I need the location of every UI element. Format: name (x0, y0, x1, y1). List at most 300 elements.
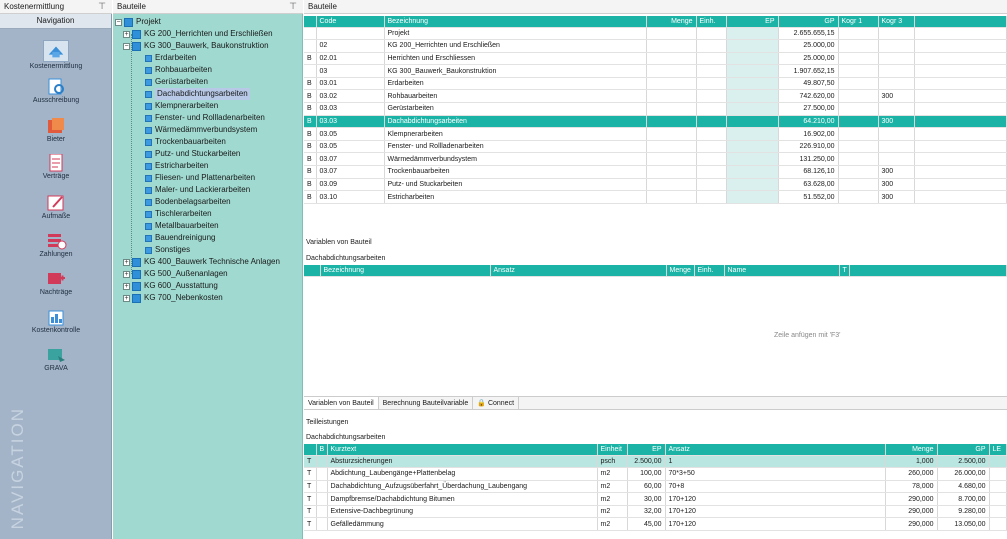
tree-node-child[interactable]: Bauendreinigung (145, 232, 216, 244)
table-cell[interactable]: m2 (597, 468, 627, 481)
col-header-ansatz[interactable]: Ansatz (490, 265, 666, 276)
table-cell[interactable]: 02.01 (316, 52, 384, 65)
table-cell[interactable] (878, 77, 914, 90)
col-header-t[interactable]: T (839, 265, 849, 276)
folder-icon (132, 282, 141, 291)
table-cell[interactable]: Abdichtung_Laubengänge+Plattenbelag (327, 468, 597, 481)
table-cell[interactable] (878, 153, 914, 166)
col-header-einheit[interactable]: Einh. (694, 265, 724, 276)
table-cell[interactable]: 32,00 (627, 505, 665, 518)
table-cell[interactable]: 03.03 (316, 115, 384, 128)
col-header-kurztext[interactable]: Kurztext (327, 444, 597, 455)
tree-node-child[interactable]: Putz- und Stuckarbeiten (145, 148, 240, 160)
nav-item-ausschreibung[interactable] (0, 78, 112, 104)
table-cell[interactable]: m2 (597, 480, 627, 493)
table-cell[interactable]: 03.01 (316, 77, 384, 90)
table-cell-filler (914, 103, 1007, 116)
table-cell[interactable] (696, 191, 726, 204)
table-cell[interactable]: 45,00 (627, 518, 665, 531)
table-cell[interactable] (726, 191, 778, 204)
table-row[interactable] (304, 468, 1007, 481)
tree-node-child[interactable]: Maler- und Lackierarbeiten (145, 184, 250, 196)
col-header-menge[interactable]: Menge (666, 265, 694, 276)
table-row[interactable] (304, 27, 1007, 40)
tree-node-child[interactable]: Gerüstarbeiten (145, 76, 208, 88)
table-cell[interactable] (878, 52, 914, 65)
table-cell[interactable]: 260,000 (885, 468, 937, 481)
table-cell[interactable] (838, 166, 878, 179)
table-cell[interactable]: 03.07 (316, 153, 384, 166)
table-cell[interactable]: 03 (316, 65, 384, 78)
expand-icon[interactable]: + (124, 30, 129, 38)
table-cell[interactable] (726, 77, 778, 90)
table-cell[interactable] (726, 103, 778, 116)
folder-icon (132, 30, 141, 39)
table-cell[interactable]: T (304, 505, 316, 518)
table-cell[interactable]: 16.902,00 (778, 128, 838, 141)
table-cell[interactable]: KG 300_Bauwerk_Baukonstruktion (384, 65, 646, 78)
table-cell[interactable]: 4.680,00 (937, 480, 989, 493)
cost-control-icon (45, 308, 67, 326)
table-cell[interactable] (989, 518, 1007, 531)
table-cell[interactable]: 27.500,00 (778, 103, 838, 116)
bauteil-icon (145, 91, 152, 98)
bauteile-tree (113, 14, 303, 539)
tree-node-projekt[interactable]: − Projekt (116, 17, 161, 26)
table-cell[interactable] (646, 77, 696, 90)
table-cell[interactable]: 170+120 (665, 505, 885, 518)
nav-item-bieter[interactable] (0, 117, 112, 143)
col-header-gp[interactable]: GP (937, 444, 989, 455)
tree-node-child-selected[interactable]: Dachabdichtungsarbeiten (145, 88, 250, 100)
table-row[interactable] (304, 65, 1007, 78)
table-cell[interactable] (316, 518, 327, 531)
nav-panel-title: Kostenermittlung (4, 2, 65, 11)
expand-icon[interactable]: + (124, 294, 129, 302)
table-cell[interactable]: 290,000 (885, 493, 937, 506)
table-cell[interactable]: 300 (878, 90, 914, 103)
table-cell[interactable] (838, 65, 878, 78)
nav-item-kostenkontrolle[interactable] (0, 308, 112, 334)
table-cell[interactable]: B (304, 103, 316, 116)
table-cell[interactable]: 300 (878, 166, 914, 179)
table-cell[interactable]: B (304, 191, 316, 204)
teilleistungen-sub-title: Dachabdichtungsarbeiten (306, 434, 386, 441)
table-cell[interactable]: KG 200_Herrichten und Erschließen (384, 40, 646, 53)
table-cell[interactable] (696, 140, 726, 153)
table-cell[interactable]: 2.500,00 (627, 455, 665, 468)
table-cell[interactable] (726, 90, 778, 103)
table-cell[interactable]: 03.02 (316, 90, 384, 103)
table-cell-filler (914, 128, 1007, 141)
tab-connect[interactable] (473, 397, 519, 409)
table-cell[interactable] (696, 65, 726, 78)
table-cell[interactable] (838, 77, 878, 90)
col-header-einheit[interactable]: Einheit (597, 444, 627, 455)
table-cell[interactable]: 170+120 (665, 518, 885, 531)
table-cell[interactable] (989, 505, 1007, 518)
collapse-icon[interactable]: − (124, 42, 129, 50)
col-header-kogr1[interactable]: Kogr 1 (838, 16, 878, 27)
col-header-gp[interactable]: GP (778, 16, 838, 27)
table-cell[interactable] (646, 191, 696, 204)
table-cell[interactable] (646, 90, 696, 103)
table-row[interactable] (304, 77, 1007, 90)
table-cell[interactable]: 2.655.655,15 (778, 27, 838, 40)
table-cell[interactable] (646, 128, 696, 141)
tree-node-child[interactable]: Erdarbeiten (145, 52, 196, 64)
bauteile-header-row (304, 16, 1007, 27)
pin-icon[interactable]: ⊤ (98, 1, 106, 11)
table-row[interactable] (304, 153, 1007, 166)
table-cell[interactable]: 03.09 (316, 178, 384, 191)
table-cell[interactable]: Dachabdichtung_Aufzugsüberfahrt_Überdachung_Laubengang (327, 480, 597, 493)
table-row[interactable] (304, 52, 1007, 65)
table-cell[interactable]: Projekt (384, 27, 646, 40)
bauteil-icon (145, 115, 152, 122)
table-cell[interactable] (696, 128, 726, 141)
tab-variablen-von-bauteil[interactable]: Variablen von Bauteil (304, 397, 379, 409)
table-cell[interactable]: Absturzsicherungen (327, 455, 597, 468)
table-cell-filler (914, 40, 1007, 53)
table-cell[interactable]: 1.907.652,15 (778, 65, 838, 78)
table-cell[interactable]: B (304, 140, 316, 153)
table-cell[interactable] (696, 166, 726, 179)
table-cell[interactable]: B (304, 52, 316, 65)
empty-table-hint: Zeile anfügen mit 'F3' (774, 332, 841, 339)
table-cell[interactable] (304, 27, 316, 40)
nav-item-aufmasse[interactable] (0, 194, 112, 220)
table-cell[interactable] (646, 178, 696, 191)
table-cell[interactable] (646, 140, 696, 153)
tree-node-kg500[interactable]: + KG 500_Außenanlagen (124, 269, 228, 278)
table-cell[interactable]: Herrichten und Erschliessen (384, 52, 646, 65)
table-cell[interactable]: Gerüstarbeiten (384, 103, 646, 116)
tree-node-kg300[interactable]: − KG 300_Bauwerk, Baukonstruktion (124, 41, 269, 50)
table-cell[interactable]: 226.910,00 (778, 140, 838, 153)
table-cell[interactable]: B (304, 115, 316, 128)
table-cell[interactable] (696, 178, 726, 191)
teilleistungen-section-title: Teilleistungen (306, 419, 349, 426)
expand-icon[interactable]: + (124, 258, 129, 266)
col-header-ep[interactable]: EP (726, 16, 778, 27)
table-cell[interactable] (989, 480, 1007, 493)
table-row[interactable] (304, 90, 1007, 103)
table-row[interactable] (304, 103, 1007, 116)
table-cell[interactable] (696, 27, 726, 40)
col-header-kogr3[interactable]: Kogr 3 (878, 16, 914, 27)
tree-node-child[interactable]: Klempnerarbeiten (145, 100, 218, 112)
table-cell[interactable] (646, 166, 696, 179)
table-row[interactable] (304, 140, 1007, 153)
table-cell[interactable] (646, 40, 696, 53)
table-cell[interactable] (838, 115, 878, 128)
table-cell[interactable] (878, 140, 914, 153)
table-cell[interactable] (696, 52, 726, 65)
table-cell[interactable]: 03.03 (316, 103, 384, 116)
col-header[interactable] (304, 16, 316, 27)
table-cell[interactable]: 290,000 (885, 518, 937, 531)
table-cell[interactable]: 300 (878, 115, 914, 128)
navigation-sidebar (0, 14, 112, 539)
table-cell[interactable]: T (304, 455, 316, 468)
table-cell[interactable] (726, 153, 778, 166)
bauteil-icon (145, 67, 152, 74)
table-cell[interactable]: m2 (597, 493, 627, 506)
table-cell[interactable]: 2.500,00 (937, 455, 989, 468)
table-cell[interactable] (726, 166, 778, 179)
table-cell[interactable]: 30,00 (627, 493, 665, 506)
table-cell[interactable] (316, 505, 327, 518)
bauteil-icon (145, 79, 152, 86)
table-cell[interactable] (838, 191, 878, 204)
table-cell[interactable] (316, 480, 327, 493)
nav-item-zahlungen[interactable] (0, 232, 112, 258)
table-cell[interactable] (838, 40, 878, 53)
tree-node-kg700[interactable]: + KG 700_Nebenkosten (124, 293, 223, 302)
table-cell[interactable] (316, 468, 327, 481)
table-cell[interactable]: Gefälledämmung (327, 518, 597, 531)
table-cell[interactable] (646, 103, 696, 116)
nav-panel-header (0, 0, 112, 14)
table-row[interactable] (304, 480, 1007, 493)
table-cell[interactable]: B (304, 77, 316, 90)
table-cell[interactable] (726, 178, 778, 191)
table-cell[interactable] (726, 65, 778, 78)
table-cell[interactable] (726, 40, 778, 53)
tree-node-child[interactable]: Bodenbelagsarbeiten (145, 196, 231, 208)
tree-node-child[interactable]: Sonstiges (145, 244, 190, 256)
table-cell[interactable]: 70*3+50 (665, 468, 885, 481)
table-cell[interactable] (878, 128, 914, 141)
tree-node-kg200[interactable]: + KG 200_Herrichten und Erschließen (124, 29, 273, 38)
tree-node-child[interactable]: Tischlerarbeiten (145, 208, 212, 220)
nav-item-label: Ausschreibung (32, 97, 80, 104)
table-cell[interactable] (989, 468, 1007, 481)
nav-item-label: GRAVA (44, 365, 68, 372)
table-cell[interactable] (316, 493, 327, 506)
table-row[interactable] (304, 505, 1007, 518)
col-header[interactable] (304, 444, 316, 455)
table-cell[interactable] (646, 65, 696, 78)
tree-node-child[interactable]: Fenster- und Rollladenarbeiten (145, 112, 265, 124)
table-cell[interactable]: Wärmedämmverbundsystem (384, 153, 646, 166)
contract-icon (45, 154, 67, 172)
expand-icon[interactable]: + (124, 270, 129, 278)
table-cell[interactable] (878, 40, 914, 53)
col-header-code[interactable]: Code (316, 16, 384, 27)
table-row[interactable] (304, 455, 1007, 468)
table-cell[interactable]: 131.250,00 (778, 153, 838, 166)
table-cell[interactable] (696, 40, 726, 53)
table-cell[interactable] (878, 27, 914, 40)
table-row[interactable] (304, 191, 1007, 204)
table-row[interactable] (304, 493, 1007, 506)
table-cell[interactable]: m2 (597, 518, 627, 531)
tree-node-kg600[interactable]: + KG 600_Ausstattung (124, 281, 218, 290)
table-cell[interactable]: 03.07 (316, 166, 384, 179)
col-header-name[interactable]: Name (724, 265, 839, 276)
table-cell[interactable] (696, 153, 726, 166)
table-cell[interactable]: 25.000,00 (778, 40, 838, 53)
table-cell[interactable]: Klempnerarbeiten (384, 128, 646, 141)
col-header-ep[interactable]: EP (627, 444, 665, 455)
table-row[interactable] (304, 166, 1007, 179)
table-cell[interactable]: Erdarbeiten (384, 77, 646, 90)
table-cell[interactable] (696, 90, 726, 103)
table-cell[interactable] (838, 52, 878, 65)
table-cell[interactable]: 03.05 (316, 140, 384, 153)
table-cell[interactable]: 170+120 (665, 493, 885, 506)
nav-item-label: Kostenkontrolle (31, 327, 81, 334)
table-cell[interactable]: 60,00 (627, 480, 665, 493)
col-header-le[interactable]: LE (989, 444, 1007, 455)
table-row[interactable] (304, 178, 1007, 191)
table-cell[interactable] (316, 455, 327, 468)
table-cell[interactable] (726, 52, 778, 65)
table-cell[interactable]: T (304, 468, 316, 481)
table-cell[interactable]: Trockenbauarbeiten (384, 166, 646, 179)
tree-node-child[interactable]: Fliesen- und Plattenarbeiten (145, 172, 255, 184)
table-cell[interactable]: 63.628,00 (778, 178, 838, 191)
table-cell[interactable]: 290,000 (885, 505, 937, 518)
bauteil-icon (145, 223, 152, 230)
table-cell[interactable]: B (304, 128, 316, 141)
nav-item-label: Bieter (46, 136, 66, 143)
tree-node-child[interactable]: Metallbauarbeiten (145, 220, 219, 232)
expand-icon[interactable]: + (124, 282, 129, 290)
table-cell[interactable]: T (304, 480, 316, 493)
table-cell[interactable] (838, 103, 878, 116)
table-cell[interactable] (646, 52, 696, 65)
bauteil-icon (145, 199, 152, 206)
nav-item-kostenermittlung[interactable] (0, 40, 112, 70)
table-cell[interactable] (878, 103, 914, 116)
table-cell[interactable]: psch (597, 455, 627, 468)
table-cell[interactable] (316, 27, 384, 40)
table-row[interactable] (304, 115, 1007, 128)
bauteil-icon (145, 151, 152, 158)
nav-item-label: Verträge (42, 173, 70, 180)
tree-node-child[interactable]: Trockenbauarbeiten (145, 136, 226, 148)
table-cell[interactable]: m2 (597, 505, 627, 518)
table-cell[interactable] (304, 40, 316, 53)
table-cell[interactable] (838, 140, 878, 153)
table-cell[interactable] (696, 115, 726, 128)
tab-berechnung-bauteilvariable[interactable]: Berechnung Bauteilvariable (379, 397, 474, 409)
table-cell[interactable]: 300 (878, 191, 914, 204)
table-cell[interactable] (304, 65, 316, 78)
table-cell[interactable]: B (304, 178, 316, 191)
table-cell[interactable] (726, 128, 778, 141)
table-cell[interactable] (726, 27, 778, 40)
col-header-menge[interactable]: Menge (885, 444, 937, 455)
table-cell[interactable]: 1 (665, 455, 885, 468)
col-header-ansatz[interactable]: Ansatz (665, 444, 885, 455)
table-cell[interactable]: 8.700,00 (937, 493, 989, 506)
table-cell[interactable]: 51.552,00 (778, 191, 838, 204)
table-cell[interactable]: Extensive-Dachbegrünung (327, 505, 597, 518)
table-cell[interactable]: 02 (316, 40, 384, 53)
table-cell[interactable] (646, 153, 696, 166)
col-header-einheit[interactable]: Einh. (696, 16, 726, 27)
nav-item-grava[interactable] (0, 346, 112, 372)
table-cell[interactable]: 9.280,00 (937, 505, 989, 518)
table-cell[interactable]: 300 (878, 178, 914, 191)
tree-node-child[interactable]: Estricharbeiten (145, 160, 208, 172)
table-cell[interactable] (838, 153, 878, 166)
nav-item-nachtraege[interactable] (0, 270, 112, 296)
table-cell[interactable] (696, 103, 726, 116)
table-cell[interactable]: 70+8 (665, 480, 885, 493)
table-cell[interactable] (646, 115, 696, 128)
table-cell[interactable]: T (304, 493, 316, 506)
collapse-icon[interactable]: − (116, 18, 121, 26)
pin-icon[interactable]: ⊤ (289, 1, 297, 11)
variablen-section-title: Variablen von Bauteil (306, 239, 372, 246)
table-cell[interactable] (646, 27, 696, 40)
tree-node-child[interactable]: Wärmedämmverbundsystem (145, 124, 257, 136)
table-cell[interactable]: B (304, 90, 316, 103)
table-cell[interactable]: Fenster- und Rollladenarbeiten (384, 140, 646, 153)
table-cell[interactable]: Dachabdichtungsarbeiten (384, 115, 646, 128)
table-cell[interactable] (838, 128, 878, 141)
table-cell[interactable]: B (304, 166, 316, 179)
table-cell[interactable] (726, 115, 778, 128)
table-cell[interactable]: T (304, 518, 316, 531)
tree-node-child[interactable]: Rohbauarbeiten (145, 64, 212, 76)
table-cell[interactable]: Estricharbeiten (384, 191, 646, 204)
table-cell[interactable]: 03.05 (316, 128, 384, 141)
table-cell[interactable] (838, 178, 878, 191)
table-cell[interactable]: Putz- und Stuckarbeiten (384, 178, 646, 191)
table-cell[interactable]: 25.000,00 (778, 52, 838, 65)
table-cell[interactable]: Dampfbremse/Dachabdichtung Bitumen (327, 493, 597, 506)
table-cell[interactable]: 68.126,10 (778, 166, 838, 179)
table-cell[interactable] (838, 90, 878, 103)
nav-item-vertraege[interactable] (0, 154, 112, 180)
bidder-icon (45, 117, 67, 135)
table-cell[interactable]: 1,000 (885, 455, 937, 468)
table-row[interactable] (304, 518, 1007, 531)
table-cell[interactable]: 100,00 (627, 468, 665, 481)
table-cell-filler (914, 178, 1007, 191)
table-row[interactable] (304, 40, 1007, 53)
col-header-bezeichnung[interactable]: Bezeichnung (384, 16, 646, 27)
nav-item-label: Kostenermittlung (29, 63, 83, 70)
table-cell[interactable]: Rohbauarbeiten (384, 90, 646, 103)
table-cell[interactable]: B (304, 153, 316, 166)
table-cell[interactable] (989, 455, 1007, 468)
table-cell[interactable]: 03.10 (316, 191, 384, 204)
table-cell[interactable]: 26.000,00 (937, 468, 989, 481)
table-cell[interactable]: 49.807,50 (778, 77, 838, 90)
table-cell[interactable] (726, 140, 778, 153)
col-header-b[interactable]: B (316, 444, 327, 455)
table-cell[interactable]: 78,000 (885, 480, 937, 493)
table-cell[interactable]: 13.050,00 (937, 518, 989, 531)
table-cell[interactable] (989, 493, 1007, 506)
table-cell[interactable] (696, 77, 726, 90)
tree-node-kg400[interactable]: + KG 400_Bauwerk Technische Anlagen (124, 257, 280, 266)
col-header-bezeichnung[interactable]: Bezeichnung (320, 265, 490, 276)
table-cell[interactable]: 64.210,00 (778, 115, 838, 128)
col-header-menge[interactable]: Menge (646, 16, 696, 27)
table-row[interactable] (304, 128, 1007, 141)
table-cell[interactable]: 742.620,00 (778, 90, 838, 103)
table-cell[interactable] (838, 27, 878, 40)
table-cell[interactable] (878, 65, 914, 78)
